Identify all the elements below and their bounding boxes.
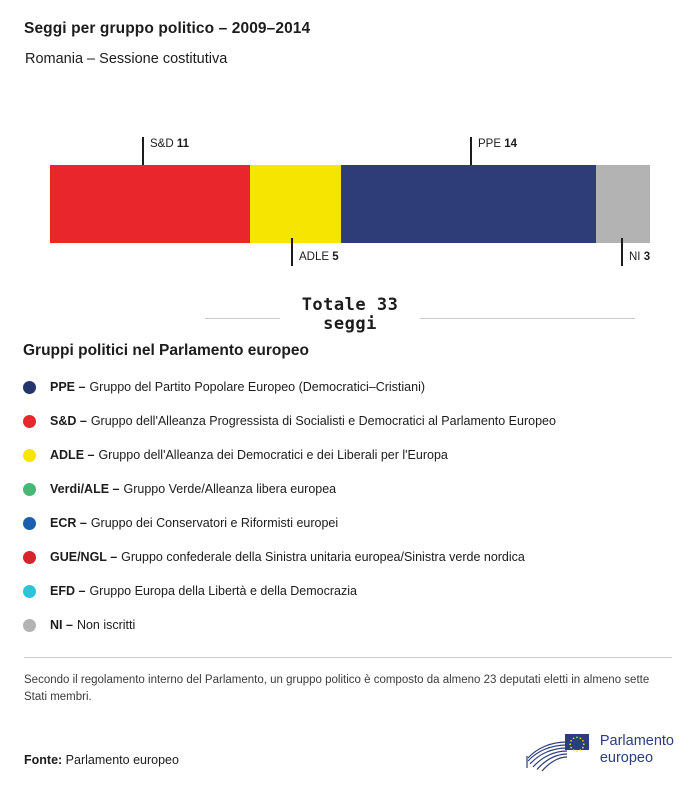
stacked-bar bbox=[50, 165, 650, 243]
legend-item-sd bbox=[23, 404, 683, 438]
annotation-ppe-value: 14 bbox=[504, 138, 518, 150]
annotation-sd-value: 11 bbox=[176, 138, 190, 150]
legend-item-desc: Gruppo dell'Alleanza Progressista di Socialisti e Democratici al Parlamento Europeo bbox=[90, 414, 556, 428]
footnote-text: Secondo il regolamento interno del Parlamento, un gruppo politico è composto da almeno 23 deputati eletti in almeno sette Stati membri. bbox=[24, 674, 650, 703]
annotation-ni-label: NI bbox=[629, 251, 641, 263]
annotation-adle bbox=[299, 251, 339, 263]
legend-item-verdi-ale bbox=[23, 472, 683, 506]
legend-color-dot-icon bbox=[23, 381, 36, 394]
logo-line-2: europeo bbox=[599, 750, 654, 766]
annotation-adle-value: 5 bbox=[332, 251, 339, 263]
legend-item-desc: Non iscritti bbox=[76, 618, 136, 632]
legend bbox=[23, 370, 683, 642]
legend-item-ppe bbox=[23, 370, 683, 404]
legend-item-abbr: ADLE – bbox=[50, 448, 95, 462]
source-line bbox=[24, 753, 179, 767]
logo-wordmark bbox=[600, 733, 674, 767]
total-seats-text bbox=[0, 296, 700, 334]
legend-item-abbr: NI – bbox=[50, 618, 73, 632]
legend-heading: Gruppi politici nel Parlamento europeo bbox=[23, 342, 309, 359]
tick-adle bbox=[291, 238, 293, 266]
source-value: Parlamento europeo bbox=[65, 753, 179, 767]
page-subtitle: Romania – Sessione costitutiva bbox=[25, 51, 228, 67]
annotation-adle-label: ADLE bbox=[299, 251, 330, 263]
bar-segment-sd bbox=[50, 165, 250, 243]
annotation-sd bbox=[150, 138, 189, 150]
bar-segment-ni bbox=[596, 165, 650, 243]
legend-color-dot-icon bbox=[23, 449, 36, 462]
tick-ni bbox=[621, 238, 623, 266]
legend-item-desc: Gruppo dei Conservatori e Riformisti europei bbox=[90, 516, 339, 530]
annotation-ni-value: 3 bbox=[643, 251, 651, 263]
footer-divider bbox=[24, 657, 672, 658]
legend-color-dot-icon bbox=[23, 415, 36, 428]
legend-item-abbr: EFD – bbox=[50, 584, 86, 598]
annotation-ni bbox=[629, 251, 650, 263]
legend-item-adle bbox=[23, 438, 683, 472]
european-parliament-logo bbox=[525, 728, 674, 772]
legend-item-abbr: PPE – bbox=[50, 380, 86, 394]
legend-color-dot-icon bbox=[23, 585, 36, 598]
legend-item-ni bbox=[23, 608, 683, 642]
legend-item-desc: Gruppo Verde/Alleanza libera europea bbox=[123, 482, 337, 496]
legend-item-abbr: Verdi/ALE – bbox=[50, 482, 120, 496]
legend-item-ecr bbox=[23, 506, 683, 540]
legend-color-dot-icon bbox=[23, 619, 36, 632]
bar-segment-adle bbox=[250, 165, 341, 243]
legend-item-abbr: ECR – bbox=[50, 516, 87, 530]
seats-bar-chart bbox=[0, 120, 700, 280]
legend-item-efd bbox=[23, 574, 683, 608]
legend-color-dot-icon bbox=[23, 517, 36, 530]
annotation-sd-label: S&D bbox=[150, 138, 174, 150]
legend-item-gue-ngl bbox=[23, 540, 683, 574]
annotation-ppe-label: PPE bbox=[478, 138, 502, 150]
source-label: Fonte: bbox=[24, 753, 63, 767]
tick-ppe bbox=[470, 137, 472, 165]
parliament-logo-icon bbox=[525, 728, 591, 772]
bar-segment-ppe bbox=[341, 165, 596, 243]
legend-color-dot-icon bbox=[23, 551, 36, 564]
total-seats-line2: seggi bbox=[323, 314, 377, 334]
page-title: Seggi per gruppo politico – 2009–2014 bbox=[24, 20, 311, 37]
legend-item-abbr: S&D – bbox=[50, 414, 87, 428]
legend-item-desc: Gruppo del Partito Popolare Europeo (Democratici–Cristiani) bbox=[89, 380, 426, 394]
legend-item-desc: Gruppo dell'Alleanza dei Democratici e dei Liberali per l'Europa bbox=[98, 448, 448, 462]
total-seats-line1: Totale 33 bbox=[301, 295, 399, 315]
annotation-ppe bbox=[478, 138, 517, 150]
legend-item-desc: Gruppo Europa della Libertà e della Democrazia bbox=[89, 584, 357, 598]
logo-line-1: Parlamento bbox=[599, 733, 674, 749]
legend-color-dot-icon bbox=[23, 483, 36, 496]
tick-sd bbox=[142, 137, 144, 165]
legend-item-desc: Gruppo confederale della Sinistra unitaria europea/Sinistra verde nordica bbox=[121, 550, 525, 564]
total-seats bbox=[0, 296, 700, 336]
legend-item-abbr: GUE/NGL – bbox=[50, 550, 118, 564]
